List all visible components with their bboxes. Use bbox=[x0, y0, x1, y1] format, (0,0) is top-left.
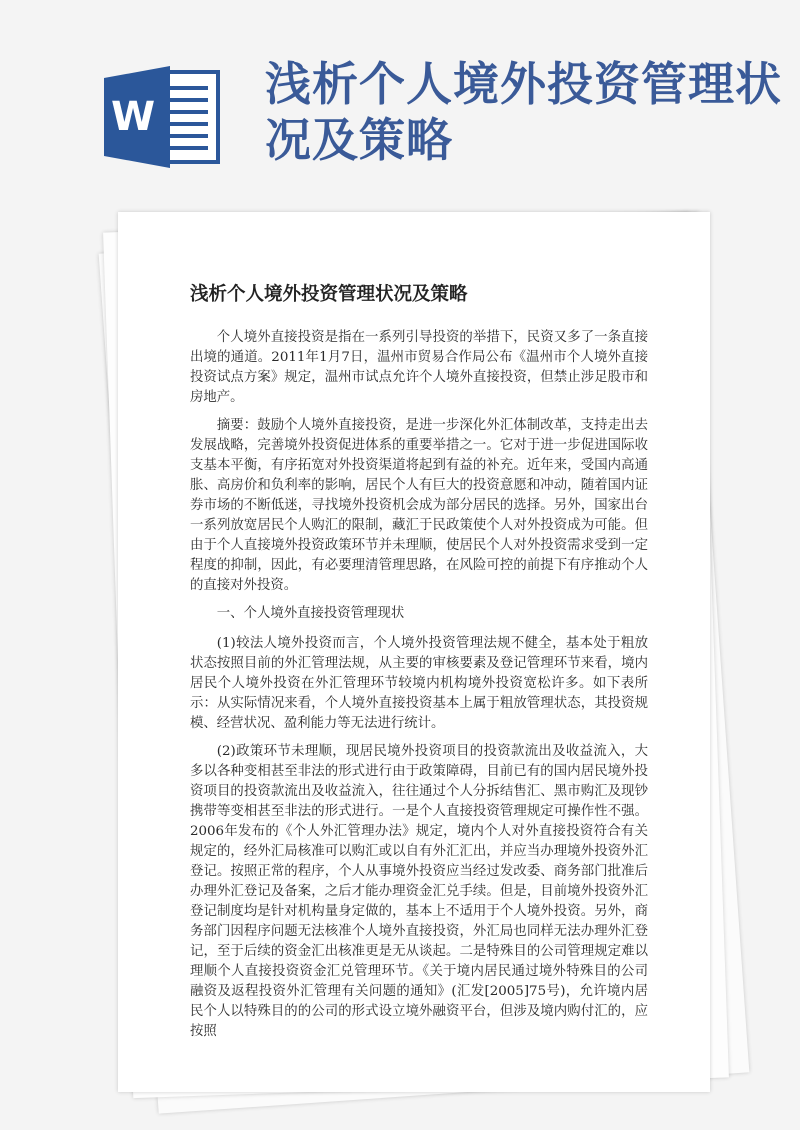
word-document-icon bbox=[104, 66, 224, 168]
paragraph-point-1: (1)较法人境外投资而言，个人境外投资管理法规不健全，基本处于粗放状态按照目前的外汇管理法规，从主要的审核要素及登记管理环节来看，境内居民个人境外投资在外汇管理环节较境内机构境外投资宽松许多。如下表所示：从实际情况来看，个人境外直接投资基本上属于粗放管理状态，其投资规模、经营状况、盈利能力等无法进行统计。 bbox=[190, 636, 648, 731]
svg-text:W: W bbox=[111, 94, 156, 140]
section-heading: 一、个人境外直接投资管理现状 bbox=[216, 606, 405, 621]
banner-title: 浅析个人境外投资管理状况及策略 bbox=[265, 57, 782, 167]
paragraph-intro: 个人境外直接投资是指在一系列引导投资的举措下，民资又多了一条直接出境的通道。2011年1月7日，温州市贸易合作局公布《温州市个人境外直接投资试点方案》规定，温州市试点允许个人境外直接投资，但禁止涉足股市和房地产。 bbox=[190, 330, 648, 405]
paragraph-point-2: (2)政策环节未理顺，现居民境外投资项目的投资款流出及收益流入，大多以各种变相甚至非法的形式进行由于政策障碍，目前已有的国内居民境外投资项目的投资款流出及收益流入，往往通过个人分拆结售汇、黑市购汇及现钞携带等变相甚至非法的形式进行。一是个人直接投资管理规定可操作性不强。2006年发布的《个人外汇管理办法》规定，境内个人对外直接投资符合有关规定的，经外汇局核准可以购汇或以自有外汇汇出，并应当办理境外投资外汇登记。按照正常的程序，个人从事境外投资应当经过发改委、商务部门批准后办理外汇登记及备案，之后才能办理资金汇兑手续。但是，目前境外投资外汇登记制度均是针对机构量身定做的，基本上不适用于个人境外投资。另外，商务部门因程序问题无法核准个人境外直接投资，外汇局也同样无法办理外汇登记，至于后续的资金汇出核准更是无从谈起。二是特殊目的公司管理规定难以理顺个人直接投资资金汇兑管理环节。《关于境内居民通过境外特殊目的公司融资及返程投资外汇管理有关问题的通知》(汇发[2005]75号)，允许境内居民个人以特殊目的的公司的形式设立境外融资平台，但涉及境内购付汇的，应按照 bbox=[190, 744, 648, 1039]
document-title: 浅析个人境外投资管理状况及策略 bbox=[190, 284, 468, 305]
document-body bbox=[190, 328, 648, 1050]
paragraph-abstract: 摘要：鼓励个人境外直接投资，是进一步深化外汇体制改革，支持走出去发展战略，完善境外投资促进体系的重要举措之一。它对于进一步促进国际收支基本平衡，有序拓宽对外投资渠道将起到有益的补充。近年来，受国内高通胀、高房价和负利率的影响，居民个人有巨大的投资意愿和冲动，随着国内证券市场的不断低迷，寻找境外投资机会成为部分居民的选择。另外，国家出台一系列放宽居民个人购汇的限制，藏汇于民政策使个人对外投资成为可能。但由于个人直接境外投资政策环节并未理顺，使居民个人对外投资需求受到一定程度的抑制，因此，有必要理清管理思路，在风险可控的前提下有序推动个人的直接对外投资。 bbox=[190, 418, 648, 593]
